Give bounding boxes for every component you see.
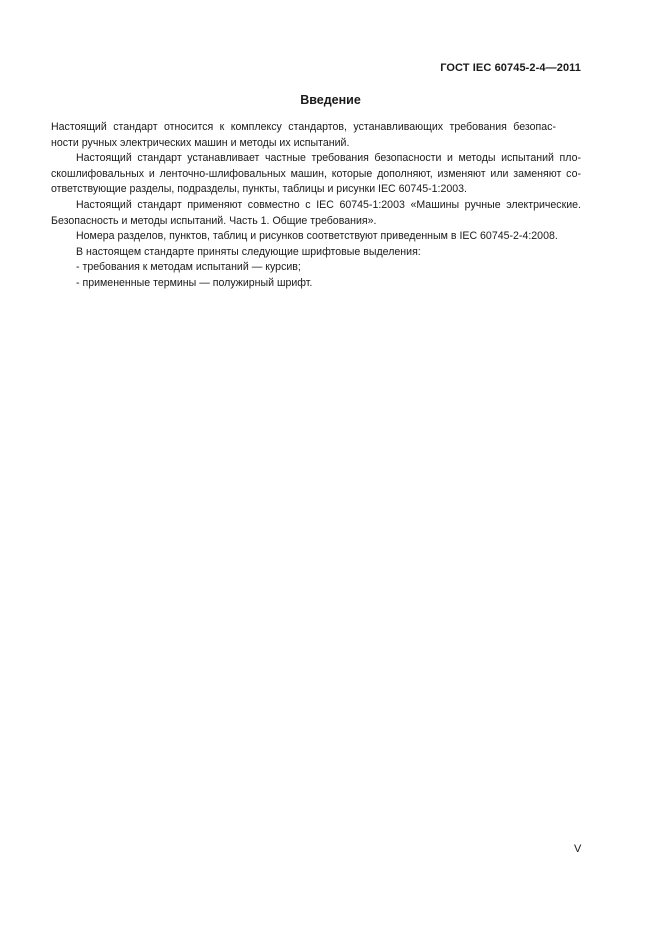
body-text [51,120,581,292]
text-line: скошлифовальных и ленточно-шлифовальных машин, которые дополняют, изменяют или заменяют со- [51,167,581,180]
text-line: Безопасность и методы испытаний. Часть 1. Общие требования». [51,214,377,227]
section-title: Введение [300,93,361,107]
paragraph-fonts-intro [51,245,581,261]
text-line: ности ручных электрических машин и методы их испытаний. [51,136,350,149]
text-line: - требования к методам испытаний — курсив; [76,261,301,274]
paragraph-usage [51,198,581,229]
paragraph-numbering [51,229,581,245]
paragraph-requirements [51,151,581,198]
list-item-bold [51,276,581,292]
text-line: Номера разделов, пунктов, таблиц и рисунков соответствуют приведенным в IEC 60745-2-4:2008. [76,230,558,243]
text-line: В настоящем стандарте приняты следующие шрифтовые выделения: [76,245,421,258]
text-line: Настоящий стандарт устанавливает частные требования безопасности и методы испытаний пло- [76,152,581,165]
text-line: Настоящий стандарт относится к комплексу стандартов, устанавливающих требования безопас- [51,121,556,133]
document-code: ГОСТ IEC 60745-2-4—2011 [440,62,581,74]
text-line: Настоящий стандарт применяют совместно с IEC 60745-1:2003 «Машины ручные электрические. [76,198,581,211]
text-line: ответствующие разделы, подразделы, пункты, таблицы и рисунки IEC 60745-1:2003. [51,183,467,196]
paragraph-scope [51,120,581,151]
page-number: V [574,843,582,855]
text-line: - примененные термины — полужирный шрифт. [76,276,313,289]
list-item-italic [51,260,581,276]
